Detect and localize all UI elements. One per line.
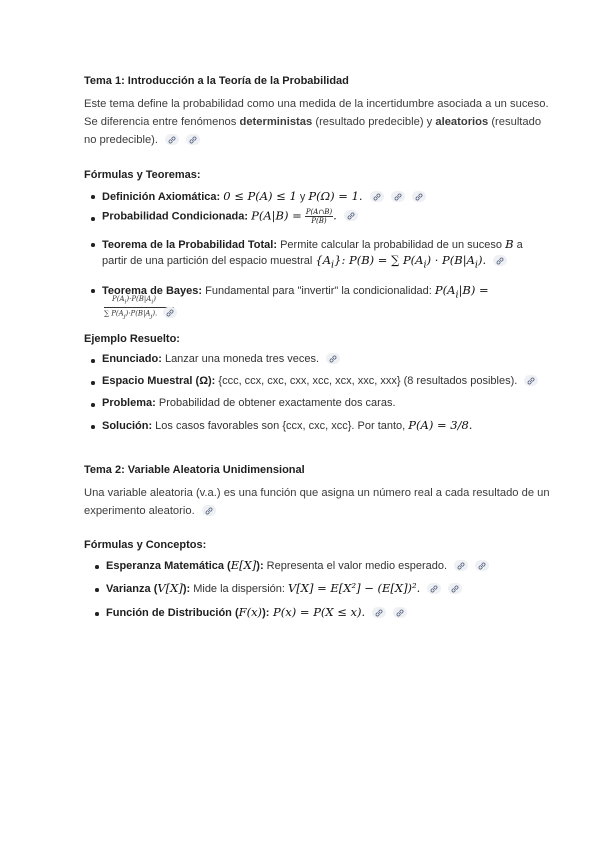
formula-label: Teorema de la Probabilidad Total: — [102, 239, 278, 251]
math-part: P(A — [434, 283, 456, 297]
concept-text: Representa el valor medio esperado. — [263, 560, 448, 572]
math-variance: V[X] — [157, 581, 183, 595]
math-part: |B) = — [458, 283, 489, 297]
link-icon[interactable] — [454, 560, 468, 571]
bayes-fraction — [104, 295, 177, 322]
link-icon[interactable] — [412, 191, 426, 202]
topic2-intro-line2 — [84, 502, 216, 520]
formula-label: Probabilidad Condicionada: — [102, 210, 249, 223]
link-icon[interactable] — [202, 505, 216, 516]
frac-num: P(A∩B) — [305, 208, 333, 216]
link-icon[interactable] — [163, 307, 177, 318]
bullet — [91, 217, 95, 221]
formula-text: Permite calcular la probabilidad de un suceso — [277, 239, 506, 251]
link-icon[interactable] — [370, 191, 384, 202]
math-expectation: E[X] — [230, 558, 257, 572]
topic1-intro-line1: Este tema define la probabilidad como una medida de la incertidumbre asociada a un suceso. — [84, 98, 549, 110]
bayes-den: ∑ $P(A_j)\cdot P(B|A_j)$. — [104, 308, 177, 322]
math-sub: i — [455, 289, 459, 301]
bullet — [91, 195, 95, 199]
topic2-title: Tema 2: Variable Aleatoria Unidimensional — [84, 464, 305, 476]
math-part: {A — [315, 253, 332, 267]
formula-text: Fundamental para "invertir" la condicionalidad: — [202, 285, 435, 297]
bullet — [91, 403, 95, 407]
link-icon[interactable] — [524, 375, 538, 386]
concept-label: ): — [182, 583, 191, 595]
topic1-intro-line2 — [84, 113, 541, 131]
example-heading: Ejemplo Resuelto: — [84, 333, 180, 345]
example-text: {ccc, ccx, cxc, cxx, xcc, xcx, xxc, xxx} (8 resultados posibles). — [215, 375, 518, 387]
formula-total-prob — [102, 237, 523, 251]
example-label: Solución: — [102, 420, 153, 432]
bullet — [91, 425, 95, 429]
math-solution: P(A) = 3/8. — [408, 418, 473, 432]
example-label: Problema: — [102, 397, 156, 409]
concept-label: Función de Distribución ( — [106, 607, 239, 619]
link-icon[interactable] — [165, 134, 179, 145]
math-sub: i — [151, 299, 154, 306]
bullet — [91, 381, 95, 385]
concepts-heading: Fórmulas y Conceptos: — [84, 539, 207, 551]
example-text: Lanzar una moneda tres veces. — [161, 353, 320, 365]
math-B: B — [505, 237, 514, 251]
math-sub: i — [423, 259, 427, 271]
join-text: y — [296, 191, 309, 203]
math-sub: i — [124, 299, 127, 306]
bullet — [91, 289, 95, 293]
term-deterministas: deterministas — [239, 116, 313, 128]
example-statement — [102, 353, 340, 365]
frac-den: P(B) — [311, 217, 327, 225]
link-icon[interactable] — [326, 353, 340, 364]
link-icon[interactable] — [493, 255, 507, 266]
formula-axiomatic — [102, 189, 426, 203]
concept-label: Esperanza Matemática ( — [106, 560, 231, 572]
bullet — [95, 565, 99, 569]
bullet — [95, 588, 99, 592]
example-text: Probabilidad de obtener exactamente dos caras. — [155, 397, 396, 409]
math-distribution: F(x) — [238, 605, 263, 619]
link-icon[interactable] — [372, 607, 386, 618]
formula-total-prob-line2 — [102, 253, 507, 270]
concept-label: ): — [256, 560, 264, 572]
formula-text: a — [513, 239, 523, 251]
intro-text: (resultado predecible) y — [312, 116, 436, 128]
example-solution — [102, 418, 472, 432]
formula-label: Definición Axiomática: — [102, 191, 221, 203]
bayes-num: $P(A_i)\cdot P(B|A_i)$ — [112, 295, 156, 306]
intro-text: no predecible). — [84, 134, 159, 146]
link-icon[interactable] — [393, 607, 407, 618]
math-axiom2: P(Ω) = 1. — [308, 189, 363, 203]
formulas-heading: Fórmulas y Teoremas: — [84, 169, 201, 181]
example-label: Enunciado: — [102, 353, 162, 365]
concept-label: Varianza ( — [106, 583, 158, 595]
intro-text: experimento aleatorio. — [84, 505, 195, 517]
example-problem — [102, 397, 396, 409]
link-icon[interactable] — [344, 210, 358, 221]
concept-expectation — [106, 558, 489, 572]
concept-text: Mide la dispersión: — [190, 583, 288, 595]
math-bayes-lhs — [434, 283, 489, 301]
math-distribution-formula: P(x) = P(X ≤ x). — [269, 605, 366, 619]
concept-distribution — [106, 605, 407, 619]
conditional-fraction — [305, 208, 333, 225]
formula-text: partir de una partición del espacio muestral — [102, 255, 316, 267]
concept-variance — [106, 581, 462, 595]
link-icon[interactable] — [391, 191, 405, 202]
example-text: Los casos favorables son {ccx, cxc, xcc}. Por tanto, — [152, 420, 409, 432]
math-variance-formula: V[X] = E[X²] − (E[X])². — [287, 581, 421, 595]
topic1-title: Tema 1: Introducción a la Teoría de la Probabilidad — [84, 75, 349, 87]
topic1-intro-line3 — [84, 131, 200, 149]
example-label: Espacio Muestral (Ω): — [102, 375, 216, 387]
math-part: ∑ P(A — [104, 309, 124, 318]
intro-text: Se diferencia entre fenómenos — [84, 116, 240, 128]
bullet — [91, 359, 95, 363]
link-icon[interactable] — [448, 583, 462, 594]
math-part: ) · P(B|A — [426, 253, 475, 267]
math-sub: i — [331, 259, 335, 271]
math-axiom: 0 ≤ P(A) ≤ 1 — [223, 189, 297, 203]
term-aleatorios: aleatorios — [435, 116, 489, 128]
math-part: P(A — [112, 295, 125, 303]
formula-conditional: Probabilidad Condicionada: P(A|B) = $\frac{P(A\cap B)}{P(B)}$ . — [102, 208, 358, 225]
example-sample-space — [102, 375, 538, 387]
concept-label: ): — [262, 607, 270, 619]
link-icon[interactable] — [427, 583, 441, 594]
bullet — [95, 612, 99, 616]
math-sub: i — [474, 259, 478, 271]
topic2-intro-line1: Una variable aleatoria (v.a.) es una función que asigna un número real a cada resultado de un — [84, 487, 550, 499]
math-conditional: P(A|B) = — [251, 208, 302, 223]
formula-label: Teorema de Bayes: — [102, 285, 203, 297]
bullet — [91, 243, 95, 247]
math-part: : P(B) = ∑ P(A — [341, 253, 424, 267]
math-total-prob: $\{A_i\}$: P(B) = ∑ $P(A_i) \cdot P(B|A_i)$. — [315, 253, 487, 271]
link-icon[interactable] — [475, 560, 489, 571]
math-part: )·P(B|A — [125, 309, 151, 318]
math-part: ). — [477, 253, 487, 267]
intro-text: (resultado — [488, 116, 542, 128]
math-part: )·P(B|A — [126, 295, 152, 303]
link-icon[interactable] — [186, 134, 200, 145]
